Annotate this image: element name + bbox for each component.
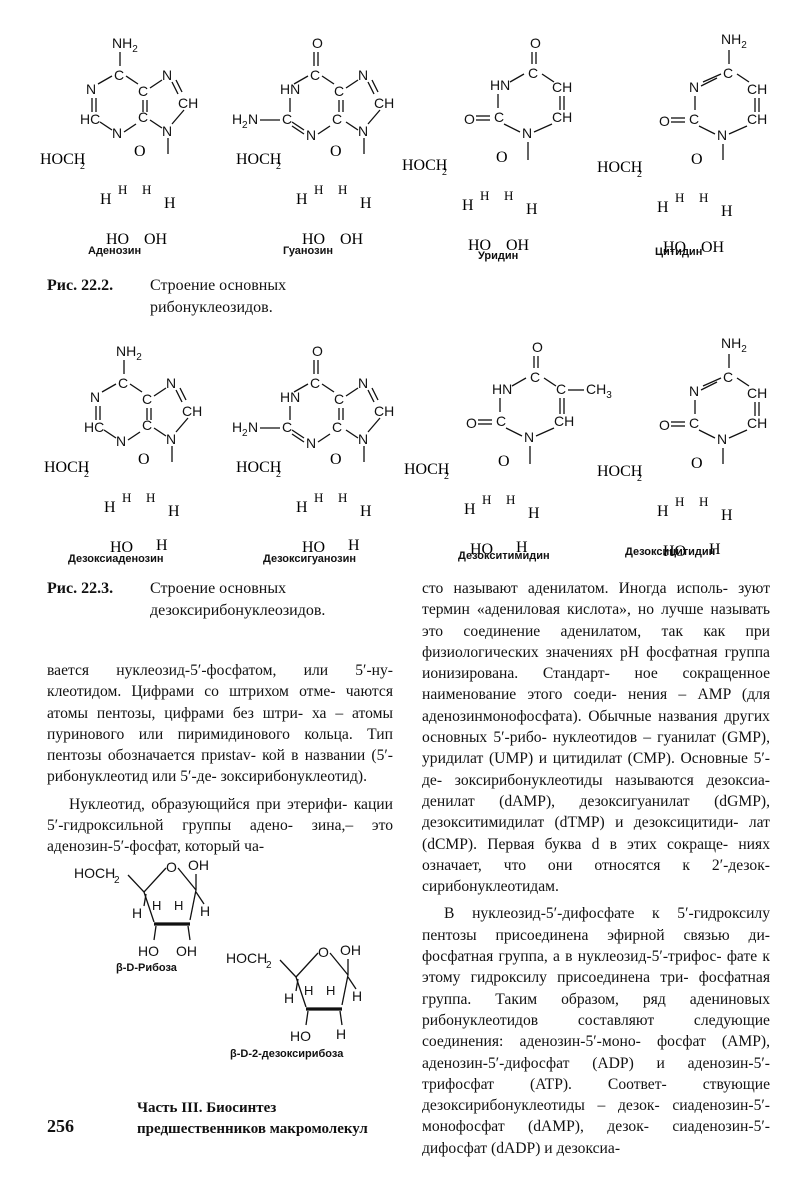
footer-line: Часть III. Биосинтез [137, 1100, 277, 1116]
svg-text:C: C [332, 111, 343, 127]
text-line: фосфатная группа. Таким образом, ряд [422, 969, 770, 1008]
paragraph [422, 903, 770, 1159]
svg-text:N: N [306, 435, 317, 451]
svg-text:N: N [166, 431, 177, 447]
svg-text:N: N [524, 429, 535, 445]
svg-text:NH2: $NH_2$ [116, 343, 142, 363]
text-line: сиаденозин-5′-монофосфат (dAMP), дезок- [422, 1097, 770, 1136]
svg-text:CH: CH [747, 111, 768, 127]
svg-text:C: C [282, 419, 293, 435]
svg-text:CH: CH [552, 79, 573, 95]
text-line: сиаденозин-5′-дифосфат (dADP) и дезоксиа- [422, 1118, 770, 1157]
structure-adenosine [38, 32, 198, 252]
svg-text:N: N [717, 127, 728, 143]
structure-uridine [412, 32, 572, 257]
figure-22-2-caption [47, 275, 407, 319]
svg-text:CH: CH [178, 95, 199, 111]
text-line: так как при физиологических значениях pH [422, 622, 770, 661]
svg-text:CH: CH [747, 385, 768, 401]
text-line: ствующие дезоксирибонуклеотиды – дезок- [422, 1075, 770, 1115]
svg-text:N: N [522, 125, 533, 141]
svg-text:H: H [336, 1026, 347, 1042]
svg-text:HN: HN [280, 81, 301, 97]
paragraph [422, 578, 770, 897]
text-line: и аденозин-5′-трифосфат (ATP). Соответ- [422, 1054, 770, 1093]
caption-cytidine: Цитидин [655, 246, 703, 258]
text-line: (UMP) и цитидилат (CMP). Основные 5′-де- [422, 750, 770, 789]
text-line: сирибонуклеотидам. [422, 878, 559, 896]
svg-text:2: 2 [242, 120, 248, 131]
svg-text:2: 2 [242, 428, 248, 439]
text-line: лат (dCMP). Первая буква d в этих сокраще- [422, 814, 770, 853]
svg-text:C: C [114, 67, 125, 83]
svg-text:N: N [248, 111, 259, 127]
text-line: нуклеотидов – гуанилат (GMP), уридилат [422, 729, 770, 768]
svg-text:C: C [689, 111, 700, 127]
svg-text:NH2: $NH_2$ [721, 31, 747, 51]
text-line: Нуклеотид, образующийся при этерифи- [69, 795, 348, 813]
svg-text:O: O [312, 35, 323, 51]
text-line: адениновых рибонуклеотидов составляют [422, 990, 770, 1029]
svg-text:C: C [138, 109, 149, 125]
text-line: пентозы присоединена эфирной связью ди- [422, 926, 770, 944]
text-line: кольца. Тип пентозы обозначается приstav- [47, 725, 393, 765]
svg-text:N: N [358, 67, 369, 83]
structure-deoxythymidine [414, 336, 614, 561]
svg-text:H: H [326, 983, 336, 998]
svg-text:N: N [717, 431, 728, 447]
svg-text:CH: CH [182, 403, 203, 419]
structure-cytidine [605, 28, 775, 253]
svg-text:H: H [174, 898, 184, 913]
text-line: В нуклеозид-5′-дифосфате к 5′-гидроксилу [444, 905, 770, 923]
svg-text:N: N [248, 419, 259, 435]
caption-guanosine: Гуанозин [283, 245, 333, 257]
svg-text:C: C [142, 391, 153, 407]
svg-text:O: O [464, 111, 475, 127]
caption-deoxyguanosine: Дезоксигуанозин [263, 553, 357, 565]
text-line: вается нуклеозид-5′-фосфатом, или 5′-ну- [47, 662, 393, 679]
text-line: нения – AMP (для аденозинмонофосфата). [422, 686, 771, 725]
svg-text:HO: HO [138, 943, 159, 959]
svg-text:O: O [659, 113, 670, 129]
svg-text:O: O [659, 417, 670, 433]
paragraph [47, 794, 393, 858]
caption-uridine: Уридин [478, 250, 519, 262]
svg-text:HN: HN [490, 77, 511, 93]
svg-text:OH: OH [340, 942, 361, 958]
text-line: ха – атомы пуринового или пиримидинового [47, 704, 393, 743]
figure-caption-text: Строение основных рибонуклеозидов. [150, 277, 287, 316]
svg-text:C: C [142, 417, 153, 433]
svg-text:O: O [532, 339, 543, 355]
structure-ribose [70, 852, 230, 977]
text-line: Обычные названия других основных 5′-рибо- [422, 707, 770, 747]
svg-text:C: C [334, 391, 345, 407]
caption-ribose: β-D-Рибоза [116, 962, 177, 974]
svg-text:C: C [496, 413, 507, 429]
svg-text:HC: HC [80, 111, 101, 127]
svg-text:H: H [132, 905, 143, 921]
svg-text:HC: HC [84, 419, 105, 435]
svg-text:OH: OH [176, 943, 197, 959]
svg-text:CH: CH [374, 95, 395, 111]
svg-text:N: N [162, 67, 173, 83]
figure-caption-text: Строение основных дезоксирибонуклеозидов. [150, 580, 326, 619]
paragraph [47, 660, 393, 788]
text-line: следующие соединения: аденозин-5′-моно- [422, 1011, 770, 1051]
text-line: зуют термин «адениловая кислота», но [422, 580, 771, 619]
running-footer [137, 1098, 368, 1140]
structure-deoxyadenosine [42, 340, 202, 560]
atom-nh2: $NH_2$ [112, 35, 138, 55]
svg-text:CH3: $CH_3$ [586, 381, 612, 401]
svg-text:O: O [530, 35, 541, 51]
svg-text:C: C [310, 375, 321, 391]
svg-text:CH: CH [747, 81, 768, 97]
svg-text:H: H [232, 419, 243, 435]
footer-line: предшественников макромолекул [137, 1121, 368, 1137]
text-line: дезокситимидилат (dTMP) и дезоксицитиди- [422, 814, 739, 832]
svg-text:N: N [166, 375, 177, 391]
svg-text:O: O [466, 415, 477, 431]
svg-text:C: C [723, 369, 734, 385]
structure-guanosine [230, 32, 400, 252]
svg-text:OH: OH [188, 857, 209, 873]
svg-text:CH: CH [374, 403, 395, 419]
text-line: ниях означает, что они относятся к 2′-дезок- [422, 835, 770, 874]
svg-text:CH: CH [554, 413, 575, 429]
svg-text:C: C [689, 415, 700, 431]
svg-text:CH: CH [552, 109, 573, 125]
page-number: 256 [47, 1116, 74, 1136]
caption-deoxyadenosine: Дезоксиаденозин [68, 553, 164, 565]
text-line: денилат (dAMP), дезоксигуанилат (dGMP), [422, 792, 770, 810]
svg-text:H: H [284, 990, 295, 1006]
svg-text:HOCH: HOCH [74, 865, 116, 881]
text-line: сто называют аденилатом. Иногда исполь- [422, 580, 728, 597]
svg-text:2: 2 [114, 875, 120, 886]
svg-text:N: N [90, 389, 101, 405]
svg-text:N: N [116, 433, 127, 449]
figure-22-3-caption [47, 578, 407, 622]
svg-text:HO: HO [290, 1028, 311, 1044]
svg-text:N: N [162, 123, 173, 139]
figure-label: Рис. 22.3. [47, 580, 114, 597]
structure-deoxycytidine [605, 332, 775, 557]
text-line: кой в названии (5′-рибонуклеотид или 5′-де- [47, 747, 393, 786]
svg-text:N: N [306, 127, 317, 143]
caption-deoxythymidine: Дезокситимидин [458, 550, 550, 562]
svg-text:C: C [494, 109, 505, 125]
text-line: фосфатная группа, а в нуклеозид-5′-трифос- [422, 948, 722, 966]
text-line: клеотидом. Цифрами со штрихом отме- [47, 683, 336, 701]
svg-text:C: C [332, 419, 343, 435]
svg-text:CH: CH [747, 415, 768, 431]
caption-deoxyribose: β-D-2-дезоксирибоза [230, 1048, 344, 1060]
svg-text:H: H [304, 983, 314, 998]
svg-text:H: H [200, 903, 211, 919]
text-line: фате к этому гидроксилу присоединена три- [422, 948, 770, 987]
svg-text:O: O [166, 859, 177, 875]
text-line: зина,– это аденозин-5′-фосфат, который ча- [47, 817, 393, 856]
svg-text:N: N [358, 123, 369, 139]
svg-text:C: C [282, 111, 293, 127]
svg-text:HN: HN [280, 389, 301, 405]
svg-text:C: C [334, 83, 345, 99]
svg-text:N: N [112, 125, 123, 141]
left-column-text [47, 660, 393, 858]
svg-text:H: H [152, 898, 162, 913]
structure-deoxyribose [222, 937, 382, 1062]
text-line: кации 5′-гидроксильной группы адено- [47, 795, 393, 835]
text-line: лучше называть это соединение аденилатом, [422, 601, 770, 640]
svg-text:H: H [232, 111, 243, 127]
svg-text:NH2: $NH_2$ [721, 335, 747, 355]
text-line: ное сокращенное наименование этого соеди- [422, 665, 770, 704]
svg-text:C: C [723, 65, 734, 81]
svg-text:C: C [530, 369, 541, 385]
svg-text:HN: HN [492, 381, 513, 397]
svg-text:C: C [528, 65, 539, 81]
text-line: чаются атомы пентозы, цифрами без штри- [47, 683, 393, 722]
svg-text:C: C [310, 67, 321, 83]
text-line: фосфатная группа ионизирована. Стандарт- [422, 643, 770, 683]
svg-text:HOCH: HOCH [226, 950, 268, 966]
caption-adenosine: Аденозин [88, 245, 142, 257]
svg-text:N: N [358, 375, 369, 391]
svg-text:O: O [318, 944, 329, 960]
text-line: зоксирибонуклеотиды называются дезоксиа- [454, 771, 770, 789]
figure-label: Рис. 22.2. [47, 277, 114, 294]
svg-text:N: N [358, 431, 369, 447]
text-line: фосфат (AMP), аденозин-5′-дифосфат (ADP) [422, 1033, 771, 1072]
svg-text:N: N [86, 81, 97, 97]
svg-text:H: H [352, 988, 363, 1004]
svg-text:C: C [138, 83, 149, 99]
caption-deoxycytidine: Дезоксицитидин [625, 546, 716, 558]
svg-text:N: N [689, 79, 700, 95]
svg-text:C: C [556, 381, 567, 397]
svg-text:C: C [118, 375, 129, 391]
svg-text:2: 2 [266, 960, 272, 971]
text-line: зоксирибонуклеотид). [220, 768, 367, 786]
svg-text:O: O [312, 343, 323, 359]
svg-text:N: N [689, 383, 700, 399]
structure-deoxyguanosine [230, 340, 400, 560]
right-column-text [422, 578, 770, 1159]
